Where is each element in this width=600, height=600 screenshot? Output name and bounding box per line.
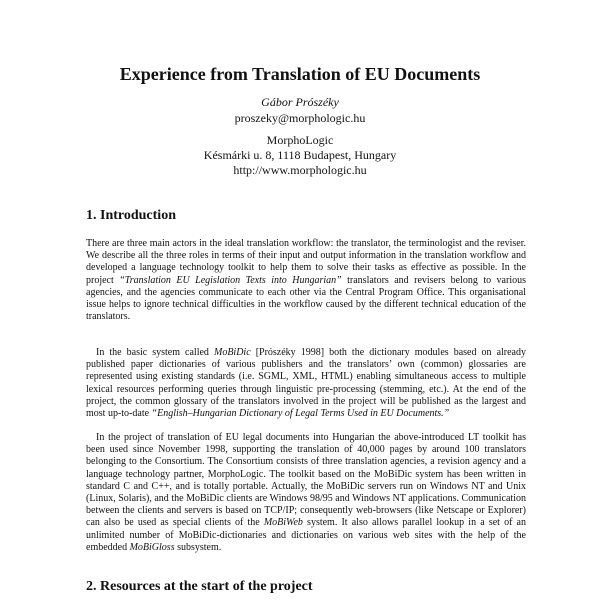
paragraph-1-text-a: There are three main actors in the ideal translation workflow: the translator, the terminologist and the reviser. We describe all the three roles in terms of their input and output information in the translation workflow and developed a language technology toolkit to help them to solve their tasks as effective as possible. In the project [86,238,526,286]
paragraph-2 [86,347,526,420]
section-heading-resources: 2. Resources at the start of the project [86,579,313,594]
paragraph-2-text-a: In the basic system called [96,347,214,358]
paragraph-3-text-c: subsystem. [174,541,222,553]
organization-address: Késmárki u. 8, 1118 Budapest, Hungary [203,148,397,162]
paper-title: Experience from Translation of EU Documents [119,64,481,84]
paragraph-3 [86,432,526,554]
author-name: Gábor Prószéky [261,95,339,109]
author-email: proszeky@morphologic.hu [234,111,366,125]
paragraph-3-text-b: system. It also allows parallel lookup in a set of an unlimited number of MoBiDic-dictionaries and dictionaries on various web sites with the help of the embedded [86,517,526,553]
paragraph-2-text-b: [Prószéky 1998] both the dictionary modules based on already published paper dictionaries of various publishers and the translators’ own (common) glossaries are represented using existing standards (i.e. SGML, XML, HTML) enabling simultaneous access to multiple lexical resources performing queries through linguistic pre-processing (stemming, etc.). At the end of the project, the common glossary of the translators involved in the project will be published as the largest and most up-to-date [86,347,526,420]
mobigloss-emphasis: MoBiGloss [129,541,175,553]
section-heading-introduction: 1. Introduction [86,208,176,223]
mobiweb-emphasis: MoBiWeb [263,517,303,529]
project-title-emphasis: “Translation EU Legislation Texts into Hungarian” [119,274,342,286]
organization-website: http://www.morphologic.hu [233,163,367,177]
paragraph-1-text-b: translators and revisers belong to various agencies, and the agencies communicate to each other via the Central Program Office. This organisational issue helps to ignore technical difficulties in the workflow caused by the different technical education of the translators. [86,274,526,323]
mobidic-emphasis: MoBiDic [213,347,251,358]
paragraph-3-text-a: In the project of translation of EU legal documents into Hungarian the above-introduced LT toolkit has been used since November 1998, supporting the translation of 40,000 pages by around 100 translators belonging to the Consortium. The Consortium consists of three translation agencies, a revision agency and a language technology partner, MorphoLogic. The toolkit based on the MoBiDic system has been written in standard C and C++, and is totally portable. Actually, the MoBiDic servers run on Windows NT and Unix (Linux, Solaris), and the MoBiDic clients are Windows 98/95 and Windows NT applications. Communication between the clients and servers is based on TCP/IP; consequently web-browsers (like Netscape or Explorer) can also be used as special clients of the [86,432,526,529]
paragraph-1 [86,238,526,323]
organization-name: MorphoLogic [266,133,334,147]
dictionary-title-emphasis: “English–Hungarian Dictionary of Legal Terms Used in EU Documents.” [151,408,450,420]
